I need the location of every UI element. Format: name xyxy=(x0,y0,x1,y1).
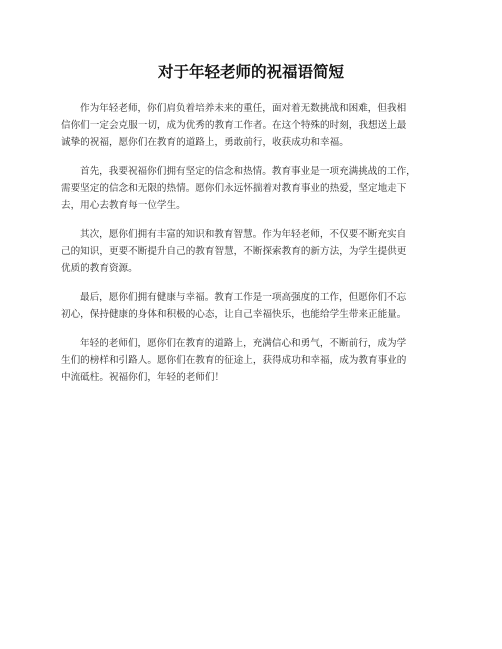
paragraph-line: 其次，愿你们拥有丰富的知识和教育智慧。作为年轻老师，不仅要不断充实自 xyxy=(80,229,407,240)
paragraph-first-wish xyxy=(61,163,443,214)
paragraph-line: 作为年轻老师，你们肩负着培养未来的重任，面对着无数挑战和困难，但我相 xyxy=(80,103,407,114)
document-body xyxy=(61,100,443,398)
paragraph-line: 己的知识，更要不断提升自己的教育智慧，不断探索教育的新方法，为学生提供更 xyxy=(61,246,407,257)
paragraph-final-wish xyxy=(61,289,443,323)
paragraph-line: 中流砥柱。祝福你们，年轻的老师们！ xyxy=(61,372,225,383)
paragraph-line: 诚挚的祝福，愿你们在教育的道路上，勇敢前行，收获成功和幸福。 xyxy=(61,137,349,148)
paragraph-line: 信你们一定会克服一切，成为优秀的教育工作者。在这个特殊的时刻，我想送上最 xyxy=(61,120,407,131)
paragraph-closing xyxy=(61,335,443,386)
paragraph-line: 年轻的老师们，愿你们在教育的道路上，充满信心和勇气，不断前行，成为学 xyxy=(80,338,407,349)
paragraph-line: 去，用心去教育每一位学生。 xyxy=(61,200,186,211)
paragraph-second-wish xyxy=(61,226,443,277)
paragraph-intro xyxy=(61,100,443,151)
paragraph-line: 优质的教育资源。 xyxy=(61,263,138,274)
document-title: 对于年轻老师的祝福语简短 xyxy=(157,63,344,81)
paragraph-line: 初心，保持健康的身体和积极的心态，让自己幸福快乐，也能给学生带来正能量。 xyxy=(61,309,407,320)
paragraph-line: 生们的榜样和引路人。愿你们在教育的征途上，获得成功和幸福，成为教育事业的 xyxy=(61,355,407,366)
paragraph-line: 需要坚定的信念和无限的热情。愿你们永远怀揣着对教育事业的热爱，坚定地走下 xyxy=(61,183,407,194)
paragraph-line: 最后，愿你们拥有健康与幸福。教育工作是一项高强度的工作，但愿你们不忘 xyxy=(80,292,407,303)
paragraph-line: 首先，我要祝福你们拥有坚定的信念和热情。教育事业是一项充满挑战的工作， xyxy=(80,166,416,177)
